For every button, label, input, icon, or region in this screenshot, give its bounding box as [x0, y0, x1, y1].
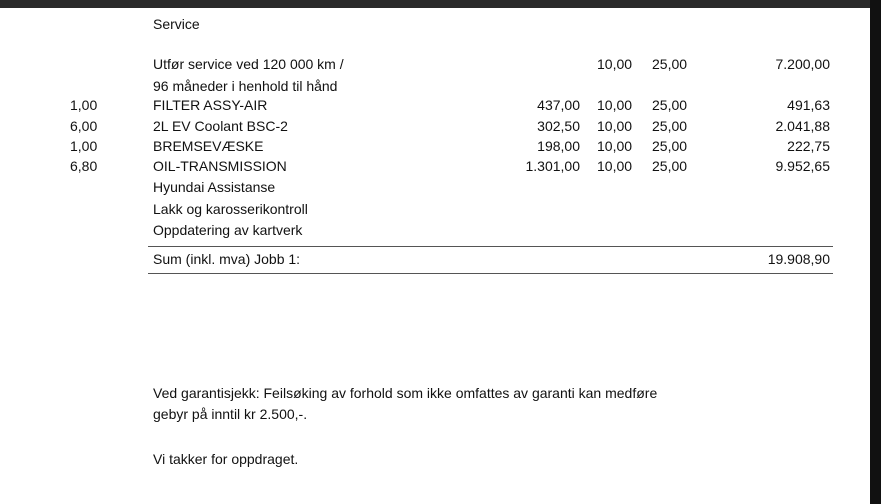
row-unit-price: 437,00 — [537, 97, 580, 113]
service-description-line-1: Utfør service ved 120 000 km / — [153, 56, 344, 72]
row-amount: 491,63 — [787, 97, 830, 113]
sum-amount: 19.908,90 — [767, 251, 830, 267]
row-col-b: 25,00 — [652, 138, 688, 154]
row-unit-price: 198,00 — [537, 138, 580, 154]
row-qty: 6,80 — [70, 158, 98, 174]
row-amount: 9.952,65 — [775, 158, 830, 174]
thanks-note: Vi takker for oppdraget. — [153, 451, 299, 467]
row-unit-price: 302,50 — [537, 118, 580, 134]
row-amount: 222,75 — [787, 138, 830, 154]
row-qty: 1,00 — [70, 138, 98, 154]
section-title: Service — [153, 16, 200, 32]
row-col-b: 25,00 — [652, 158, 688, 174]
row-qty: 1,00 — [70, 97, 98, 113]
row-description: 2L EV Coolant BSC-2 — [153, 118, 288, 134]
extra-item: Lakk og karosserikontroll — [153, 201, 308, 217]
service-col-b: 25,00 — [652, 56, 688, 72]
document-page — [0, 8, 870, 504]
warranty-note-line-1: Ved garantisjekk: Feilsøking av forhold som ikke omfattes av garanti kan medføre — [153, 385, 658, 401]
row-col-b: 25,00 — [652, 97, 688, 113]
sum-bottom-rule — [148, 273, 833, 274]
row-col-a: 10,00 — [597, 118, 633, 134]
extra-item: Oppdatering av kartverk — [153, 222, 303, 238]
row-col-a: 10,00 — [597, 138, 633, 154]
viewer-top-bar — [0, 0, 881, 8]
row-description: OIL-TRANSMISSION — [153, 158, 287, 174]
extra-item: Hyundai Assistanse — [153, 179, 276, 195]
warranty-note-line-2: gebyr på inntil kr 2.500,-. — [153, 406, 308, 422]
row-description: BREMSEVÆSKE — [153, 138, 264, 154]
sum-top-rule — [148, 246, 833, 247]
row-unit-price: 1.301,00 — [525, 158, 580, 174]
viewer-scroll-gutter[interactable] — [870, 0, 881, 504]
service-description-line-2: 96 måneder i henhold til hånd — [153, 78, 338, 94]
row-col-a: 10,00 — [597, 97, 633, 113]
row-col-b: 25,00 — [652, 118, 688, 134]
sum-label: Sum (inkl. mva) Jobb 1: — [153, 251, 301, 267]
service-col-a: 10,00 — [597, 56, 633, 72]
row-qty: 6,00 — [70, 118, 98, 134]
row-col-a: 10,00 — [597, 158, 633, 174]
row-description: FILTER ASSY-AIR — [153, 97, 268, 113]
row-amount: 2.041,88 — [775, 118, 830, 134]
service-amount: 7.200,00 — [775, 56, 830, 72]
